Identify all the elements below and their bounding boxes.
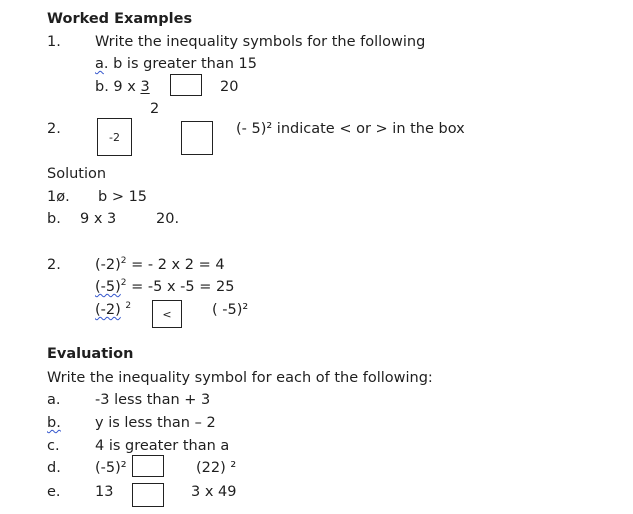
q1b-right-value: 20 xyxy=(220,79,239,95)
eval-e-right: 3 x 49 xyxy=(191,484,237,500)
q1b-denominator: 2 xyxy=(150,101,160,117)
q1a-text: . b is greater than 15 xyxy=(103,56,257,72)
eval-d-left: (-5)² xyxy=(95,460,127,476)
line3-symbol-box xyxy=(152,300,182,328)
eval-c-letter: c. xyxy=(47,438,60,454)
solution-1-label: 1ø. xyxy=(47,189,70,205)
worked-examples-heading: Worked Examples xyxy=(47,11,193,27)
line1-rest: = - 2 x 2 = 4 xyxy=(126,257,225,273)
line2-exponent: 2 xyxy=(120,278,127,288)
eval-d-letter: d. xyxy=(47,460,61,476)
evaluation-intro: Write the inequality symbol for each of the following: xyxy=(47,370,433,386)
solution-heading: Solution xyxy=(47,166,107,182)
q1b-numerator: 3 xyxy=(140,79,150,95)
q2-number: 2. xyxy=(47,121,61,137)
q1a-letter: a xyxy=(95,56,104,72)
line3-open: (-2) xyxy=(95,302,121,318)
eval-e-left: 13 xyxy=(95,484,114,500)
line3-symbol: < xyxy=(162,307,172,321)
line1-left: (-2) xyxy=(95,257,121,273)
eval-b-letter: b. xyxy=(47,415,61,431)
q1b-answer-box[interactable] xyxy=(170,74,202,96)
line2-rest: = -5 x -5 = 25 xyxy=(126,279,235,295)
solution-2-number: 2. xyxy=(47,257,61,273)
eval-b-text: y is less than – 2 xyxy=(95,415,216,431)
solution-b-left: 9 x 3 xyxy=(80,211,117,227)
eval-e-answer-box[interactable] xyxy=(132,483,164,507)
eval-c-text: 4 is greater than a xyxy=(95,438,230,454)
q2-left-box-label: -2 xyxy=(109,130,120,144)
q2-instruction: (- 5)² indicate < or > in the box xyxy=(236,121,465,137)
solution-b-right: 20. xyxy=(156,211,180,227)
eval-a-text: -3 less than + 3 xyxy=(95,392,211,408)
q2-answer-box[interactable] xyxy=(181,121,213,155)
solution-b-label: b. xyxy=(47,211,61,227)
eval-a-letter: a. xyxy=(47,392,61,408)
line1-exponent: 2 xyxy=(120,256,127,266)
solution-2-line3 xyxy=(95,303,131,318)
line3-right: ( -5)² xyxy=(212,302,249,318)
solution-2-line2 xyxy=(95,280,234,295)
solution-2-line1 xyxy=(95,258,225,273)
line2-open: (-5) xyxy=(95,279,121,295)
eval-d-right: (22) ² xyxy=(196,460,237,476)
line3-exponent: 2 xyxy=(125,301,132,311)
eval-d-answer-box[interactable] xyxy=(132,455,164,477)
q1a-line xyxy=(95,57,257,72)
q2-left-box xyxy=(97,118,132,156)
q1-number: 1. xyxy=(47,34,61,50)
eval-e-letter: e. xyxy=(47,484,61,500)
q1-instruction: Write the inequality symbols for the following xyxy=(95,34,426,50)
solution-1-value: b > 15 xyxy=(98,189,148,205)
q1b-line xyxy=(95,80,154,95)
q1b-prefix: b. 9 x xyxy=(95,79,141,95)
evaluation-heading: Evaluation xyxy=(47,346,134,362)
